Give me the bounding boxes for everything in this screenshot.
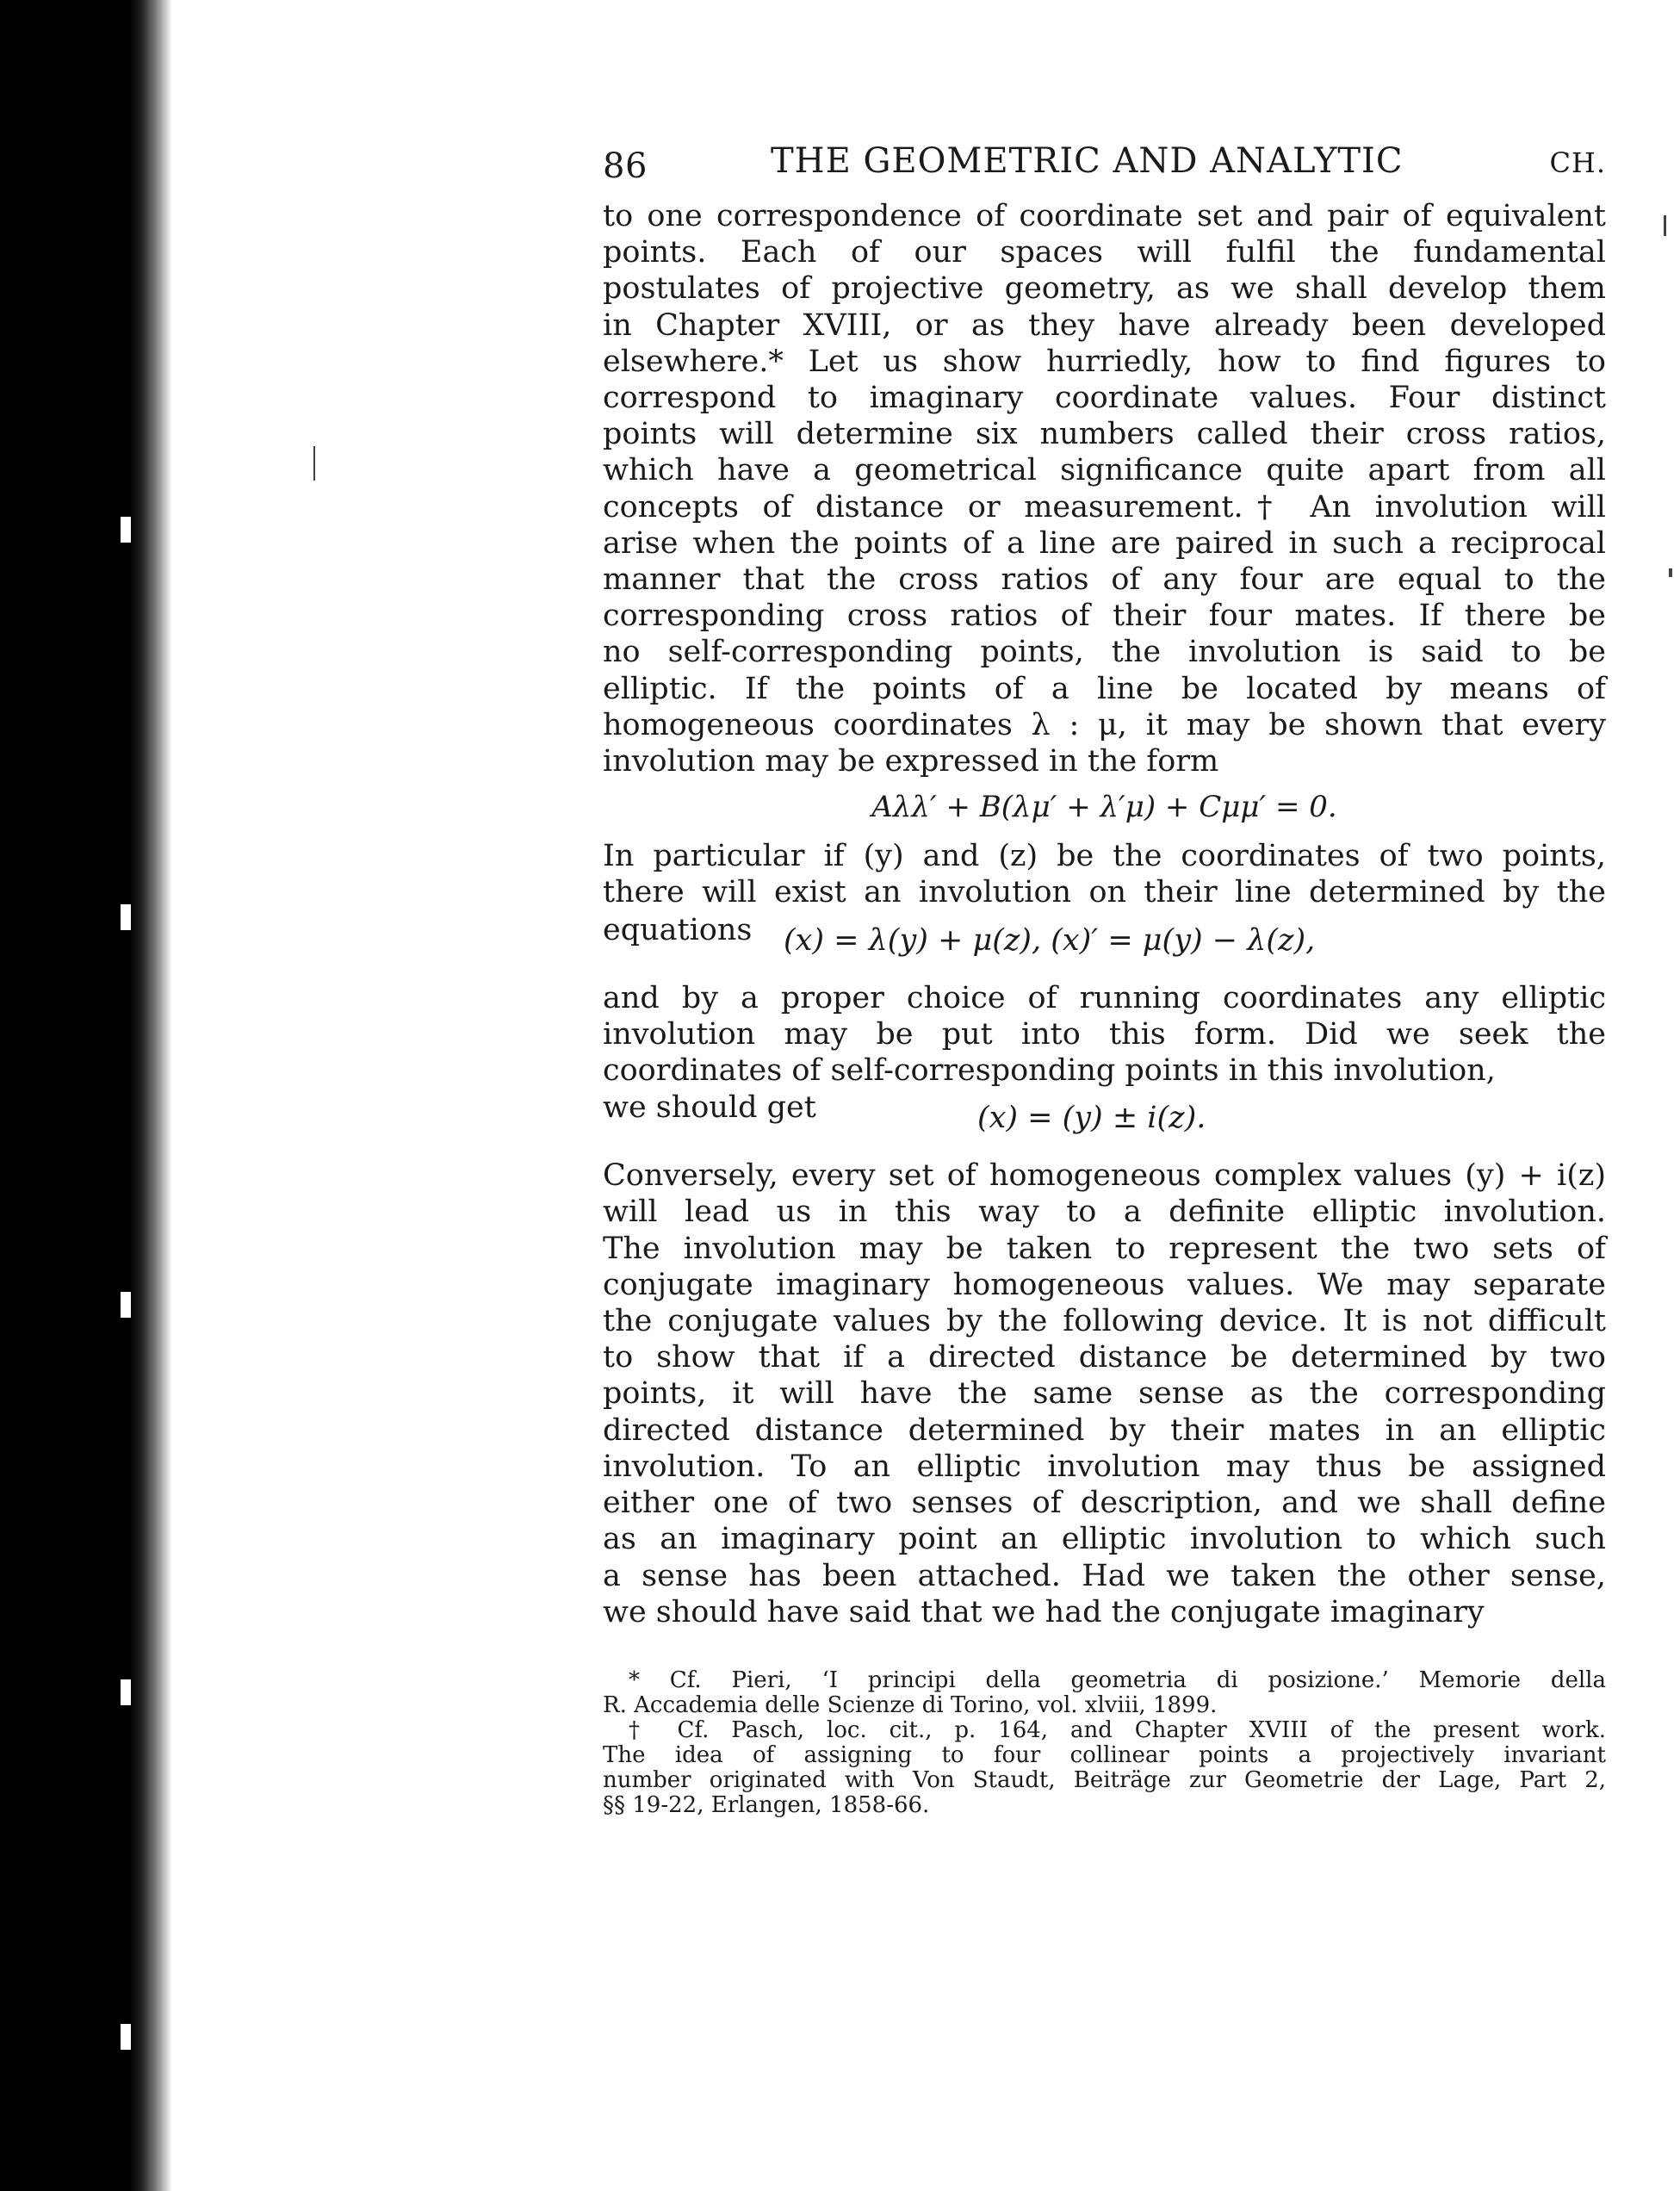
paragraph-3 bbox=[603, 980, 1606, 1089]
text-line: either one of two senses of description, and we shall define bbox=[603, 1486, 1606, 1521]
footnotes bbox=[603, 1668, 1606, 1818]
running-title: THE GEOMETRIC AND ANALYTIC bbox=[771, 141, 1404, 181]
text-line: The involution may be taken to represent the two sets of bbox=[603, 1231, 1606, 1266]
text-line: manner that the cross ratios of any four are equal to the bbox=[603, 562, 1606, 598]
equations-label: equations bbox=[603, 912, 753, 947]
footnote-line: number originated with Von Staudt, Beiträge zur Geometrie der Lage, Part 2, bbox=[603, 1766, 1606, 1793]
text-line: coordinates of self-corresponding points in this involution, bbox=[603, 1053, 1496, 1089]
paragraph-1 bbox=[603, 198, 1606, 779]
footnote-pieri bbox=[603, 1668, 1606, 1718]
binding-shadow bbox=[0, 0, 172, 2191]
text-line: postulates of projective geometry, as we shall develop them bbox=[603, 271, 1606, 307]
we-should-get-label: we should get bbox=[603, 1090, 816, 1126]
margin-mark bbox=[1664, 215, 1666, 236]
margin-mark bbox=[1669, 568, 1672, 577]
text-line: conjugate imaginary homogeneous values. We may separate bbox=[603, 1267, 1606, 1302]
text-line: correspond to imaginary coordinate values. Four distinct bbox=[603, 381, 1606, 416]
binding-notch bbox=[121, 517, 131, 543]
chapter-mark: CH. bbox=[1549, 146, 1606, 179]
equations-line bbox=[603, 911, 1606, 959]
text-line: which have a geometrical significance quite apart from all bbox=[603, 453, 1606, 488]
paragraph-2 bbox=[603, 838, 1606, 910]
binding-notch bbox=[121, 1292, 131, 1318]
footnote-line: * Cf. Pieri, ‘I principi della geometria di posizione.’ Memorie della bbox=[629, 1667, 1606, 1693]
text-line: there will exist an involution on their line determined by the bbox=[603, 875, 1606, 910]
self-corresponding-equation: (x) = (y) ± i(z). bbox=[977, 1101, 1206, 1136]
footnote-line: §§ 19-22, Erlangen, 1858-66. bbox=[603, 1791, 930, 1818]
footnote-line: R. Accademia delle Scienze di Torino, vol. xlviii, 1899. bbox=[603, 1691, 1218, 1718]
text-line: corresponding cross ratios of their four mates. If there be bbox=[603, 599, 1606, 634]
text-line: as an imaginary point an elliptic involution to which such bbox=[603, 1522, 1606, 1557]
binding-notch bbox=[121, 2024, 131, 2050]
text-line: the conjugate values by the following device. It is not difficult bbox=[603, 1304, 1606, 1339]
text-line: to show that if a directed distance be determined by two bbox=[603, 1340, 1606, 1375]
text-line: will lead us in this way to a definite elliptic involution. bbox=[603, 1195, 1606, 1230]
text-line: points, it will have the same sense as the corresponding bbox=[603, 1376, 1606, 1412]
text-line: concepts of distance or measurement.† An involution will bbox=[603, 489, 1606, 524]
text-line: In particular if (y) and (z) be the coordinates of two points, bbox=[603, 839, 1606, 874]
binding-notch bbox=[121, 904, 131, 930]
text-line: a sense has been attached. Had we taken the other sense, bbox=[603, 1558, 1606, 1593]
page-number: 86 bbox=[603, 146, 648, 186]
text-line: involution may be put into this form. Did we seek the bbox=[603, 1016, 1606, 1052]
running-coordinates-equation: (x) = λ(y) + μ(z), (x)′ = μ(y) − λ(z), bbox=[784, 922, 1316, 958]
involution-equation: Aλλ′ + B(λμ′ + λ′μ) + Cμμ′ = 0. bbox=[871, 790, 1337, 825]
text-line: involution. To an elliptic involution may thus be assigned bbox=[603, 1449, 1606, 1484]
binding-notch bbox=[121, 1679, 131, 1705]
footnote-line: The idea of assigning to four collinear points a projectively invariant bbox=[603, 1741, 1606, 1768]
text-line: no self-corresponding points, the involution is said to be bbox=[603, 635, 1606, 670]
text-line: elsewhere.* Let us show hurriedly, how to find figures to bbox=[603, 344, 1606, 379]
text-line: we should have said that we had the conjugate imaginary bbox=[603, 1594, 1485, 1629]
text-line: points will determine six numbers called their cross ratios, bbox=[603, 417, 1606, 452]
paragraph-4 bbox=[603, 1158, 1606, 1630]
text-line: to one correspondence of coordinate set and pair of equivalent bbox=[603, 199, 1606, 233]
footnote-pasch bbox=[603, 1718, 1606, 1818]
text-line: in Chapter XVIII, or as they have already been developed bbox=[603, 307, 1606, 343]
text-line: and by a proper choice of running coordinates any elliptic bbox=[603, 980, 1606, 1015]
margin-mark bbox=[313, 446, 315, 481]
text-line: directed distance determined by their mates in an elliptic bbox=[603, 1412, 1606, 1448]
text-line: involution may be expressed in the form bbox=[603, 744, 1219, 779]
book-page bbox=[603, 129, 1606, 1818]
footnote-line: † Cf. Pasch, loc. cit., p. 164, and Chapter XVIII of the present work. bbox=[629, 1716, 1606, 1743]
self-corresponding-line bbox=[603, 1089, 1606, 1137]
text-line: homogeneous coordinates λ : μ, it may be shown that every bbox=[603, 707, 1606, 742]
text-line: points. Each of our spaces will fulfil the fundamental bbox=[603, 235, 1606, 270]
text-line: Conversely, every set of homogeneous complex values (y) + i(z) bbox=[603, 1158, 1606, 1194]
text-line: elliptic. If the points of a line be located by means of bbox=[603, 671, 1606, 706]
page-header bbox=[603, 129, 1606, 198]
text-line: arise when the points of a line are paired in such a reciprocal bbox=[603, 525, 1606, 561]
